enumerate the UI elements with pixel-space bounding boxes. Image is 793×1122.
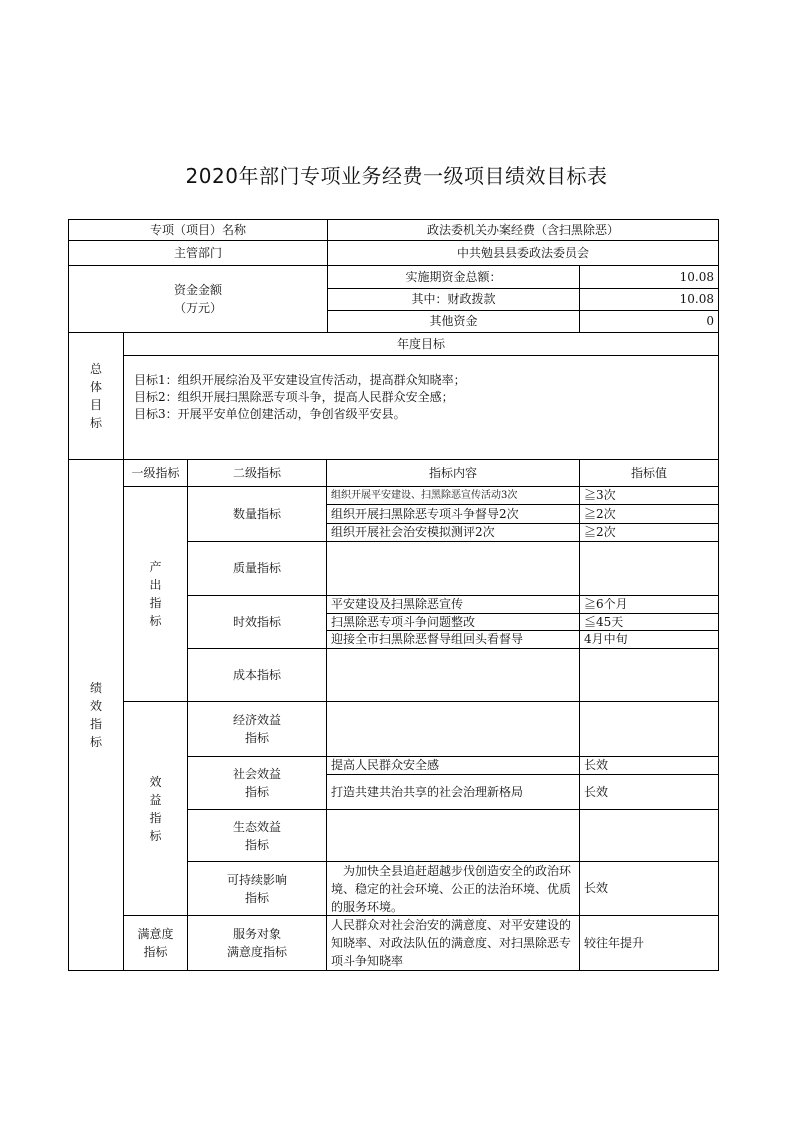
fund-total-label: 实施期资金总额： — [327, 265, 580, 289]
satisfaction-indicator-label: 满意度 指标 — [123, 915, 188, 971]
timeliness-content-row: 扫黑除恶专项斗争问题整改 — [326, 613, 580, 631]
fund-other-value: 0 — [579, 310, 719, 333]
cost-value — [579, 648, 719, 702]
quantity-indicator-label: 数量指标 — [187, 486, 327, 542]
fund-label-line2: （万元） — [173, 301, 222, 315]
social-value-row: 长效 — [579, 774, 719, 810]
header-value: 指标值 — [579, 459, 719, 487]
cost-indicator-label: 成本指标 — [187, 648, 327, 702]
project-name-label: 专项（项目）名称 — [68, 219, 328, 241]
goal-item: 目标2：组织开展扫黑除恶专项斗争，提高人民群众安全感； — [134, 390, 454, 404]
timeliness-content-row: 迎接全市扫黑除恶督导组回头看督导 — [326, 630, 580, 649]
quality-value — [579, 541, 719, 596]
project-name-value: 政法委机关办案经费（含扫黑除恶） — [327, 219, 719, 241]
year-goal-label: 年度目标 — [123, 332, 719, 356]
social-content-row: 提高人民群众安全感 — [326, 756, 580, 775]
satisfaction-value: 较往年提升 — [579, 915, 719, 971]
fund-total-value: 10.08 — [579, 265, 719, 289]
ecological-benefit-label: 生态效益 指标 — [187, 809, 327, 862]
quality-indicator-label: 质量指标 — [187, 541, 327, 596]
economic-value — [579, 701, 719, 757]
social-content-row: 打造共建共治共享的社会治理新格局 — [326, 774, 580, 810]
timeliness-value-row: ≧6个月 — [579, 595, 719, 614]
quality-content — [326, 541, 580, 596]
sustainability-content: 为加快全县追赶超越步伐创造安全的政治环境、稳定的社会环境、公正的法治环境、优质的服务环境。 — [326, 861, 580, 916]
benefit-indicator-label: 效 益 指 标 — [123, 701, 188, 916]
year-goals — [123, 355, 719, 460]
timeliness-value-row: 4月中旬 — [579, 630, 719, 649]
overall-goal-side-label: 总 体 目 标 — [68, 332, 124, 460]
header-level1: 一级指标 — [123, 459, 188, 487]
sustainability-label: 可持续影响 指标 — [187, 861, 327, 916]
timeliness-value-row: ≦45天 — [579, 613, 719, 631]
header-content: 指标内容 — [326, 459, 580, 487]
fund-fiscal-label: 其中：财政拨款 — [327, 288, 580, 311]
cost-content — [326, 648, 580, 702]
goal-item: 目标1：组织开展综治及平安建设宣传活动，提高群众知晓率； — [134, 373, 466, 387]
ecological-content — [326, 809, 580, 862]
output-indicator-label: 产 出 指 标 — [123, 486, 188, 702]
economic-content — [326, 701, 580, 757]
social-value-row: 长效 — [579, 756, 719, 775]
quantity-value-row: ≧3次 — [579, 486, 719, 505]
quantity-content-row: 组织开展平安建设、扫黑除恶宣传活动3次 — [326, 486, 580, 505]
sustainability-value: 长效 — [579, 861, 719, 916]
ecological-value — [579, 809, 719, 862]
timeliness-indicator-label: 时效指标 — [187, 595, 327, 649]
economic-benefit-label: 经济效益 指标 — [187, 701, 327, 757]
social-benefit-label: 社会效益 指标 — [187, 756, 327, 810]
fund-label — [68, 265, 328, 333]
header-level2: 二级指标 — [187, 459, 327, 487]
quantity-value-row: ≧2次 — [579, 504, 719, 524]
quantity-content-row: 组织开展社会治安模拟测评2次 — [326, 523, 580, 542]
fund-fiscal-value: 10.08 — [579, 288, 719, 311]
quantity-value-row: ≧2次 — [579, 523, 719, 542]
page-title: 2020年部门专项业务经费一级项目绩效目标表 — [185, 164, 608, 188]
fund-label-line1: 资金金额 — [173, 283, 222, 297]
dept-value: 中共勉县县委政法委员会 — [327, 240, 719, 266]
dept-label: 主管部门 — [68, 240, 328, 266]
goal-item: 目标3：开展平安单位创建活动，争创省级平安县。 — [134, 407, 406, 421]
performance-side-label: 绩 效 指 标 — [68, 459, 124, 971]
quantity-content-row: 组织开展扫黑除恶专项斗争督导2次 — [326, 504, 580, 524]
timeliness-content-row: 平安建设及扫黑除恶宣传 — [326, 595, 580, 614]
service-satisfaction-label: 服务对象 满意度指标 — [187, 915, 327, 971]
satisfaction-content: 人民群众对社会治安的满意度、对平安建设的知晓率、对政法队伍的满意度、对扫黑除恶专项斗争知晓率 — [326, 915, 580, 971]
fund-other-label: 其他资金 — [327, 310, 580, 333]
